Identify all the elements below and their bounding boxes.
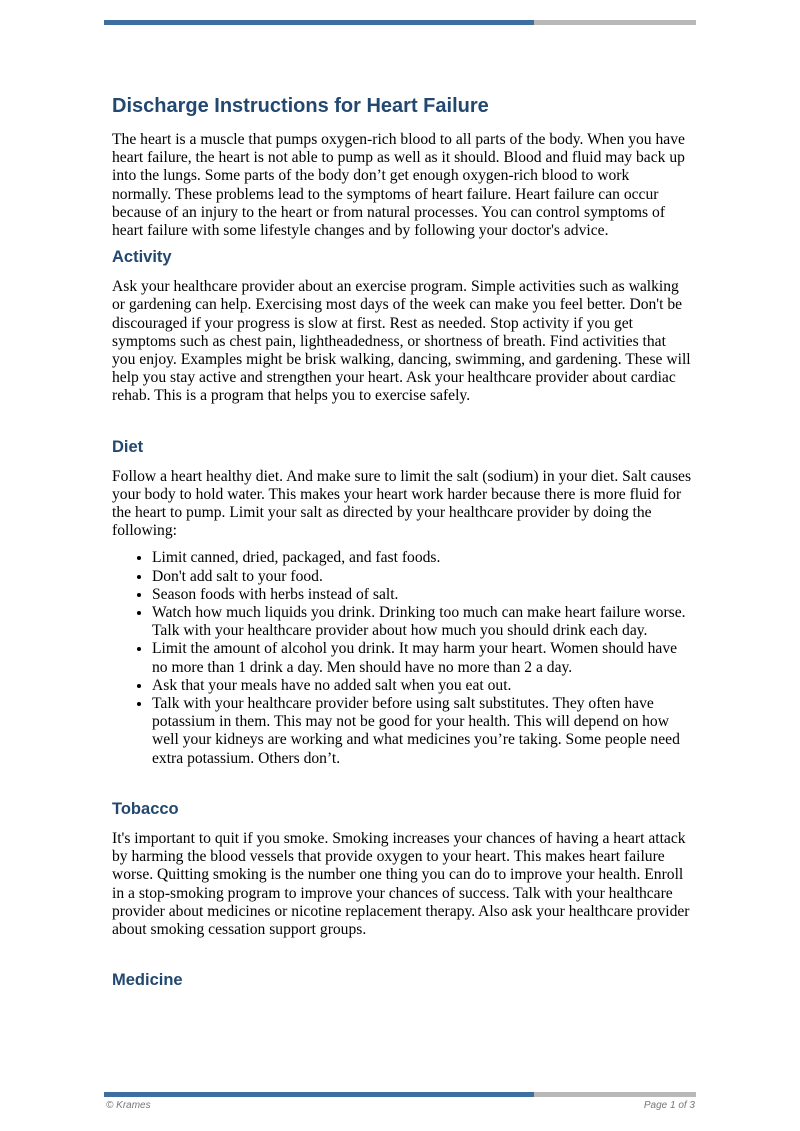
tobacco-paragraph: It's important to quit if you smoke. Smoking increases your chances of having a heart attack by harming the blood vessels that provide oxygen to your heart. This makes heart failure worse. Quitting smoking is the number one thing you can do to improve your health. Enroll in a stop-smoking program to improve your chances of success. Talk with your healthcare provider about medicines or nicotine replacement therapy. Also ask your healthcare provider about smoking cessation support groups. — [112, 829, 690, 938]
list-item: • Talk with your healthcare provider before using salt substitutes. They often have potassium in them. This may not be good for your health. This will depend on how well your kidneys are working and what medicines you’re taking. Some people need extra potassium. Others don’t. — [152, 695, 692, 768]
header-rule — [104, 20, 696, 25]
list-item: • Limit the amount of alcohol you drink. It may harm your heart. Women should have no more than 1 drink a day. Men should have no more than 2 a day. — [152, 640, 692, 676]
footer-rule-accent — [104, 1092, 534, 1097]
header-rule-rest — [534, 20, 696, 25]
medicine-section — [112, 970, 692, 990]
diet-heading: Diet — [112, 437, 144, 456]
list-item: • Season foods with herbs instead of salt. — [152, 586, 692, 604]
diet-list — [112, 549, 692, 767]
list-item: • Don't add salt to your food. — [152, 568, 692, 586]
footer-rule — [104, 1092, 696, 1097]
diet-section — [112, 437, 692, 768]
copyright-text: © Krames — [106, 1100, 151, 1111]
tobacco-section — [112, 799, 692, 939]
header-rule-accent — [104, 20, 534, 25]
activity-paragraph: Ask your healthcare provider about an exercise program. Simple activities such as walking or gardening can help. Exercising most days of the week can make you feel better. Don't be discouraged if your progress is slow at first. Rest as needed. Stop activity if you get symptoms such as chest pain, lightheadedness, or shortness of breath. Find activities that you enjoy. Examples might be brisk walking, dancing, swimming, and gardening. These will help you stay active and strengthen your heart. Ask your healthcare provider about cardiac rehab. This is a program that helps you to exercise safely. — [112, 278, 691, 405]
tobacco-heading: Tobacco — [112, 799, 179, 818]
page-number: Page 1 of 3 — [643, 1100, 695, 1111]
intro-paragraph: The heart is a muscle that pumps oxygen-rich blood to all parts of the body. When you have heart failure, the heart is not able to pump as well as it should. Blood and fluid may back up into the lungs. Some parts of the body don’t get enough oxygen-rich blood to work normally. These problems lead to the symptoms of heart failure. Heart failure can occur because of an injury to the heart or from natural processes. You can control symptoms of heart failure with some lifestyle changes and by following your doctor's advice. — [112, 131, 685, 240]
list-item: • Limit canned, dried, packaged, and fast foods. — [152, 549, 692, 567]
activity-section — [112, 247, 692, 405]
activity-heading: Activity — [112, 248, 172, 267]
document-body — [112, 94, 692, 1001]
diet-paragraph: Follow a heart healthy diet. And make sure to limit the salt (sodium) in your diet. Salt causes your body to hold water. This makes your heart work harder because there is more fluid for the heart to pump. Limit your salt as directed by your healthcare provider by doing the following: — [112, 467, 692, 540]
page-title: Discharge Instructions for Heart Failure — [112, 95, 489, 117]
list-item: • Watch how much liquids you drink. Drinking too much can make heart failure worse. Talk with your healthcare provider about how much you should drink each day. — [152, 604, 692, 640]
medicine-heading: Medicine — [112, 971, 183, 990]
list-item: • Ask that your meals have no added salt when you eat out. — [152, 677, 692, 695]
footer-rule-rest — [534, 1092, 696, 1097]
